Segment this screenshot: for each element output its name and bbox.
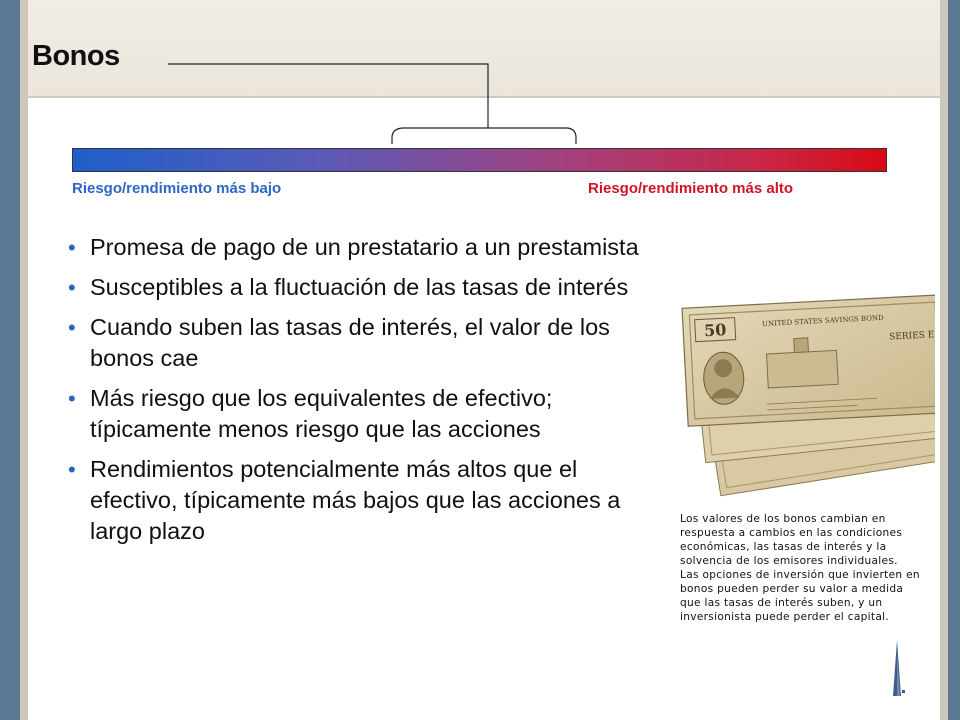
disclaimer-caption: Los valores de los bonos cambian en respuesta a cambios en las condiciones económicas, las tasas de interés y la solvencia de los emisores individuales. Las opciones de inversión que invierten en bonos pueden perder su valor a medida que las tasas de interés suben, y un inversionista puede perder el capital. [680, 513, 920, 623]
page-title: Bonos [32, 40, 120, 72]
bullet-item [60, 272, 660, 303]
bullet-text: Rendimientos potencialmente más altos que el efectivo, típicamente más bajos que las acciones a largo plazo [90, 456, 621, 544]
bullet-dot: • [68, 275, 76, 300]
risk-low-label: Riesgo/rendimiento más bajo [72, 180, 282, 197]
bullet-text: Más riesgo que los equivalentes de efectivo; típicamente menos riesgo que las acciones [90, 385, 553, 442]
bullet-dot: • [68, 457, 76, 482]
bracket-connector [20, 0, 948, 160]
bond-header-text: UNITED STATES SAVINGS BOND [761, 313, 884, 329]
bullet-item [60, 383, 660, 445]
bullet-item [60, 232, 660, 263]
bullet-dot: • [68, 315, 76, 340]
slide [20, 0, 948, 720]
bullet-text: Cuando suben las tasas de interés, el valor de los bonos cae [90, 314, 610, 371]
bullet-item [60, 454, 660, 547]
risk-high-label: Riesgo/rendimiento más alto [588, 180, 794, 197]
bullet-item [60, 312, 660, 374]
bond-denomination: 50 [703, 320, 727, 341]
bullet-list [60, 232, 660, 556]
bullet-dot: • [68, 235, 76, 260]
tower-icon [887, 640, 907, 696]
bullet-text: Susceptibles a la fluctuación de las tasas de interés [90, 274, 629, 300]
bullet-dot: • [68, 386, 76, 411]
bullet-text: Promesa de pago de un prestatario a un prestamista [90, 234, 639, 260]
savings-bond-image [675, 262, 935, 500]
bond-series-text: SERIES E [888, 330, 935, 343]
risk-gradient-bar [72, 148, 887, 172]
